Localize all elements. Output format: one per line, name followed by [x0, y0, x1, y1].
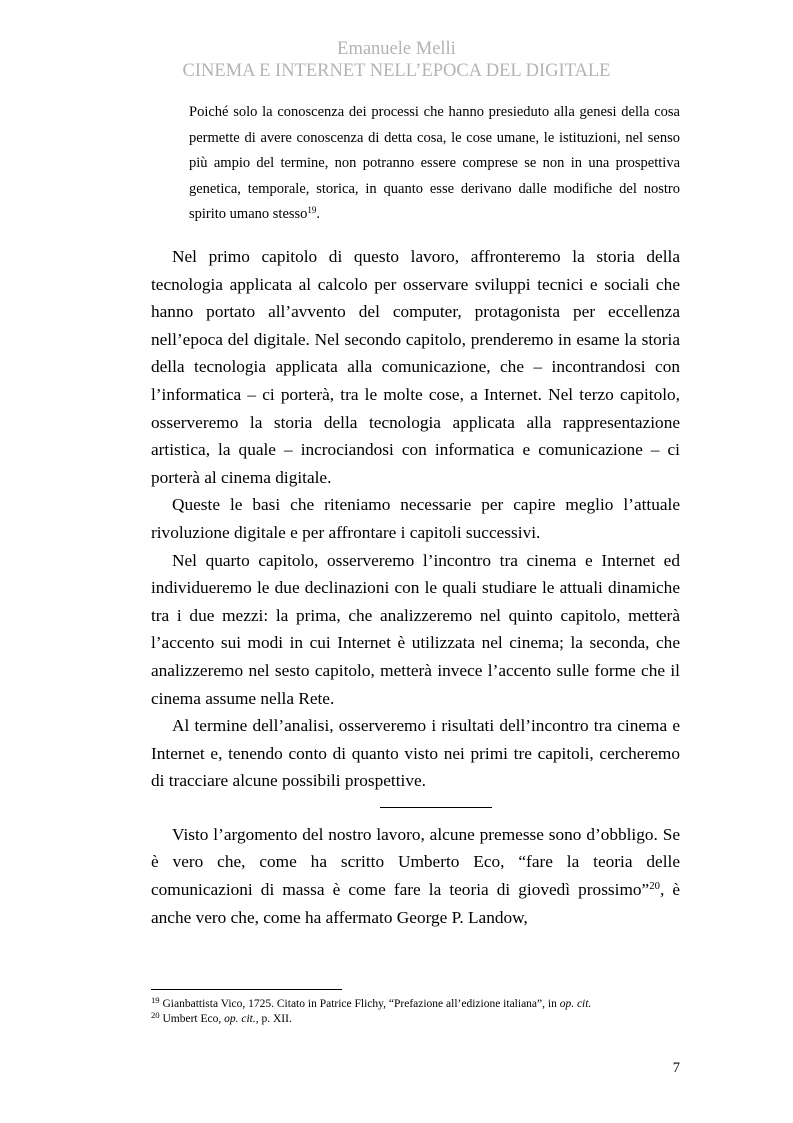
footnote-ref-20[interactable]: 20 [649, 880, 660, 893]
block-quote [189, 100, 680, 228]
paragraph-1: Nel primo capitolo di questo lavoro, affronteremo la storia della tecnologia applicata al calcolo per osservare sviluppi tecnici e sociali che hanno portato all’avvento del computer, protagonista per eccellenza nell’epoca del digitale. Nel secondo capitolo, prenderemo in esame la storia della tecnologia applicata alla comunicazione, che – incontrandosi con l’informatica – ci porterà, tra le molte cose, a Internet. Nel terzo capitolo, osserveremo la storia della tecnologia applicata alla rappresentazione artistica, la quale – incrociandosi con informatica e comunicazione – ci porterà al cinema digitale. [151, 247, 680, 487]
footnotes [151, 997, 751, 1027]
footnote-text: Umbert Eco, [162, 1013, 225, 1025]
paragraph-5-continued: , è anche vero che, come ha affermato George P. Landow, [151, 880, 681, 927]
footnote-text: Gianbattista Vico, 1725. Citato in Patrice Flichy, “Prefazione all’edizione italiana”, in [162, 998, 560, 1010]
paragraph-3: Nel quarto capitolo, osserveremo l’incontro tra cinema e Internet ed individueremo le due declinazioni con le quali studiare le attuali dinamiche tra i due mezzi: la prima, che analizzeremo nel quinto capitolo, metterà l’accento sui modi in cui Internet è utilizzata nel cinema; la seconda, che analizzeremo nel sesto capitolo, metterà invece l’accento sulle forme che il cinema assume nella Rete. [151, 550, 680, 708]
paragraph-2: Queste le basi che riteniamo necessarie per capire meglio l’attuale rivoluzione digitale e per affrontare i capitoli successivi. [151, 495, 680, 542]
footnote-tail: , p. XII. [255, 1013, 292, 1025]
footnote-rule [151, 989, 342, 990]
paragraph-4: Al termine dell’analisi, osserveremo i risultati dell’incontro tra cinema e Internet e, tenendo conto di quanto visto nei primi tre capitoli, cercheremo di tracciare alcune possibili prospettive. [151, 716, 680, 791]
footnote-cite: op. cit. [559, 998, 592, 1010]
body-text [151, 243, 680, 931]
paragraph-5-text: Visto l’argomento del nostro lavoro, alcune premesse sono d’obbligo. Se è vero che, come ha scritto Umberto Eco, “fare la teoria delle comunicazioni di massa è come fare la teoria di giovedì prossimo” [151, 824, 680, 900]
footnote-number: 19 [151, 995, 160, 1006]
section-separator [380, 807, 492, 808]
page-number: 7 [672, 1060, 680, 1076]
quote-text: Poiché solo la conoscenza dei processi che hanno presieduto alla genesi della cosa permette di avere conoscenza di detta cosa, le cose umane, le istituzioni, nel senso più ampio del termine, non potranno essere comprese se non in una prospettiva genetica, temporale, storica, in quanto esse derivano dalle modifiche del nostro spirito umano stesso [189, 104, 680, 222]
footnote-ref-19[interactable]: 19 [307, 205, 317, 216]
quote-end: . [316, 206, 321, 222]
footnote-20 [151, 1012, 751, 1027]
running-header [0, 38, 793, 82]
footnote-number: 20 [151, 1010, 160, 1021]
footnote-19 [151, 997, 751, 1012]
paragraph-5 [151, 821, 680, 931]
header-title: CINEMA E INTERNET NELL’EPOCA DEL DIGITALE [182, 61, 611, 81]
footnote-cite: op. cit. [224, 1013, 256, 1025]
header-author: Emanuele Melli [337, 39, 456, 59]
